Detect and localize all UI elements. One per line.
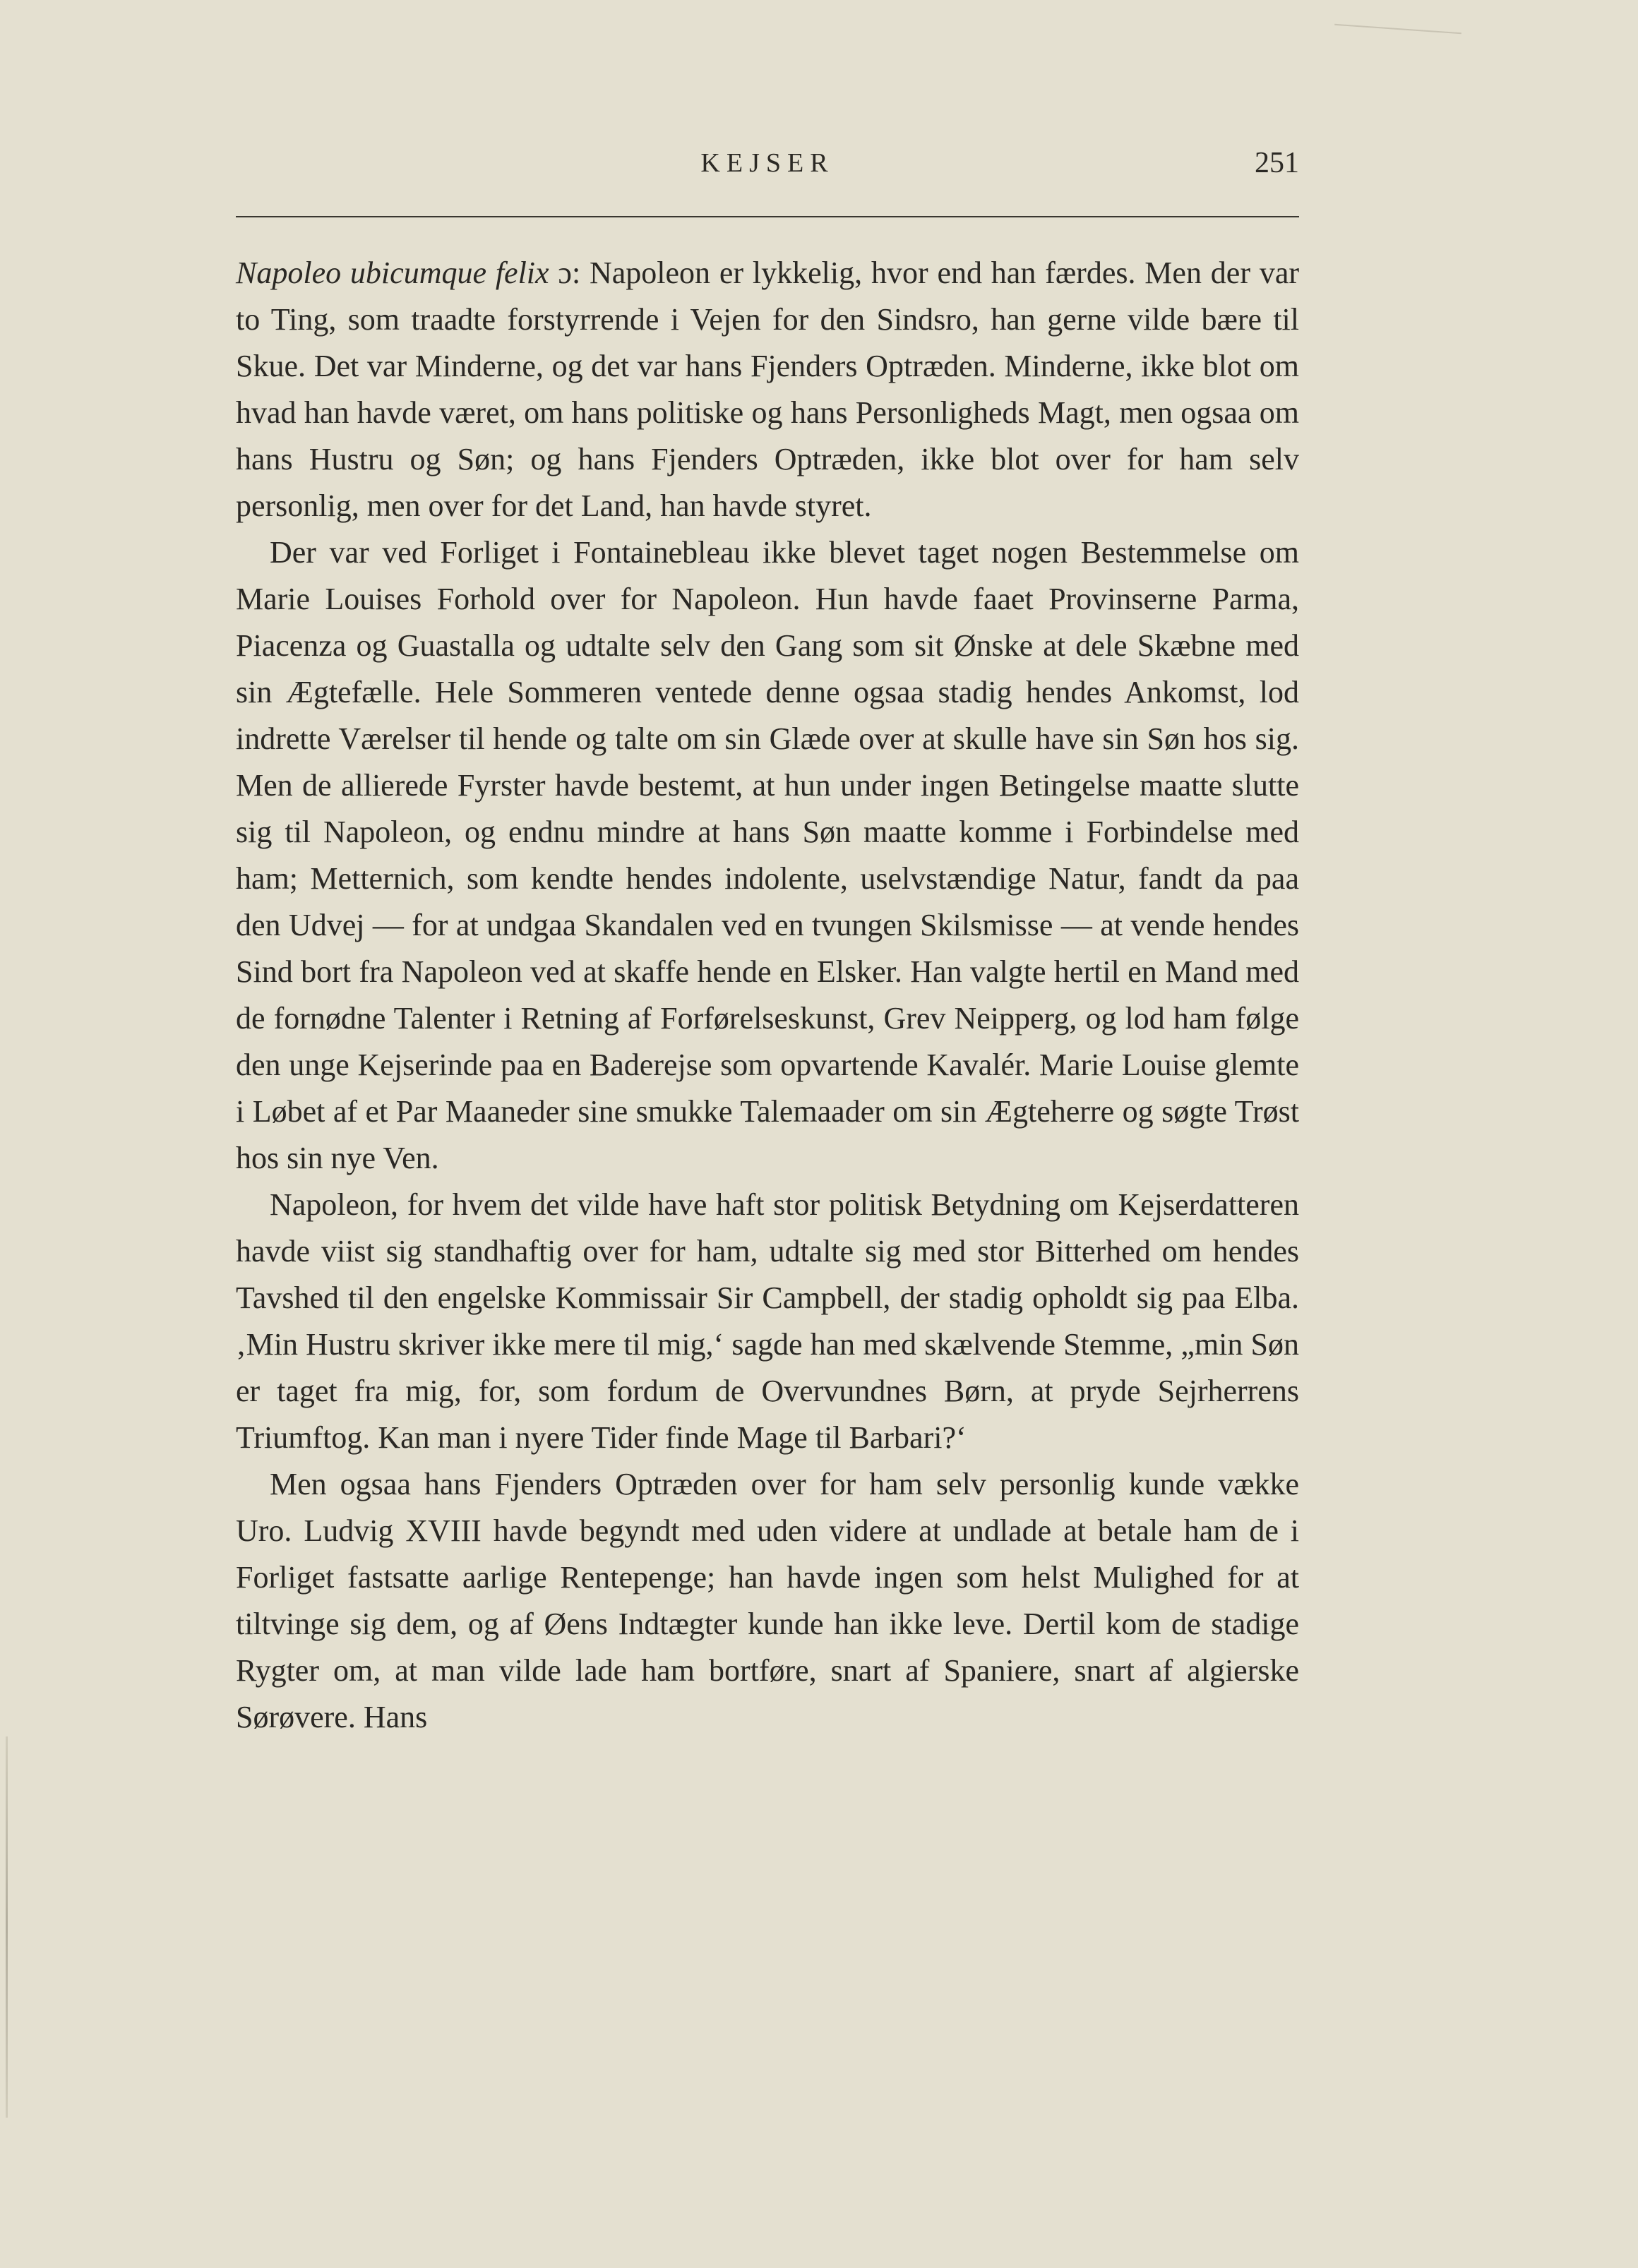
binding-edge: [6, 1736, 8, 2118]
running-head: [236, 145, 1299, 187]
paper-mark: [1334, 24, 1461, 35]
paragraph-4: Men ogsaa hans Fjenders Optræden over for ham selv personlig kunde vække Uro. Ludvig XVIII havde begyndt med uden videre at undlade at betale ham de i Forliget fastsatte aarlige Rentepenge; han havde ingen som helst Mulighed for at tiltvinge sig dem, og af Øens Indtægter kunde han ikke leve. Dertil kom de stadige Rygter om, at man vilde lade ham bortføre, snart af Spaniere, snart af algierske Sørøvere. Hans: [236, 1467, 1299, 1734]
paragraph-2: Der var ved Forliget i Fontainebleau ikke blevet taget nogen Bestemmelse om Marie Louises Forhold over for Napoleon. Hun havde faaet Provinserne Parma, Piacenza og Guastalla og udtalte selv den Gang som sit Ønske at dele Skæbne med sin Ægtefælle. Hele Sommeren ventede denne ogsaa stadig hendes Ankomst, lod indrette Værelser til hende og talte om sin Glæde over at skulle have sin Søn hos sig. Men de allierede Fyrster havde bestemt, at hun under ingen Betingelse maatte slutte sig til Napoleon, og endnu mindre at hans Søn maatte komme i Forbindelse med ham; Metternich, som kendte hendes indolente, uselvstændige Natur, fandt da paa den Udvej — for at undgaa Skandalen ved en tvungen Skilsmisse — at vende hendes Sind bort fra Napoleon ved at skaffe hende en Elsker. Han valgte hertil en Mand med de fornødne Talenter i Retning af Forførelseskunst, Grev Neipperg, og lod ham følge den unge Kejserinde paa en Baderejse som opvartende Kavalér. Marie Louise glemte i Løbet af et Par Maaneder sine smukke Talemaader om sin Ægteherre og søgte Trøst hos sin nye Ven.: [236, 535, 1299, 1175]
paragraph-1: [236, 250, 1299, 529]
running-title: KEJSER: [700, 148, 835, 178]
header-rule: [236, 216, 1299, 217]
page-number: 251: [1255, 147, 1299, 179]
paragraph-1-text: ɔ: Napoleon er lykkelig, hvor end han færdes. Men der var to Ting, som traadte forstyrrende i Vejen for den Sindsro, han gerne vilde bære til Skue. Det var Minderne, og det var hans Fjenders Optræden. Minderne, ikke blot om hvad han havde været, om hans politiske og hans Personligheds Magt, men ogsaa om hans Hustru og Søn; og hans Fjenders Optræden, ikke blot over for ham selv personlig, men over for det Land, han havde styret.: [236, 256, 1299, 523]
latin-phrase: Napoleo ubicumque felix: [236, 256, 549, 290]
body-text: [236, 250, 1299, 1741]
paragraph-3: Napoleon, for hvem det vilde have haft stor politisk Betydning om Kejserdatteren havde viist sig standhaftig over for ham, udtalte sig med stor Bitterhed om hendes Tavshed til den engelske Kommissair Sir Campbell, der stadig opholdt sig paa Elba. ‚Min Hustru skriver ikke mere til mig,‘ sagde han med skælvende Stemme, „min Søn er taget fra mig, for, som fordum de Overvundnes Børn, at pryde Sejrherrens Triumftog. Kan man i nyere Tider finde Mage til Barbari?‘: [236, 1187, 1299, 1455]
